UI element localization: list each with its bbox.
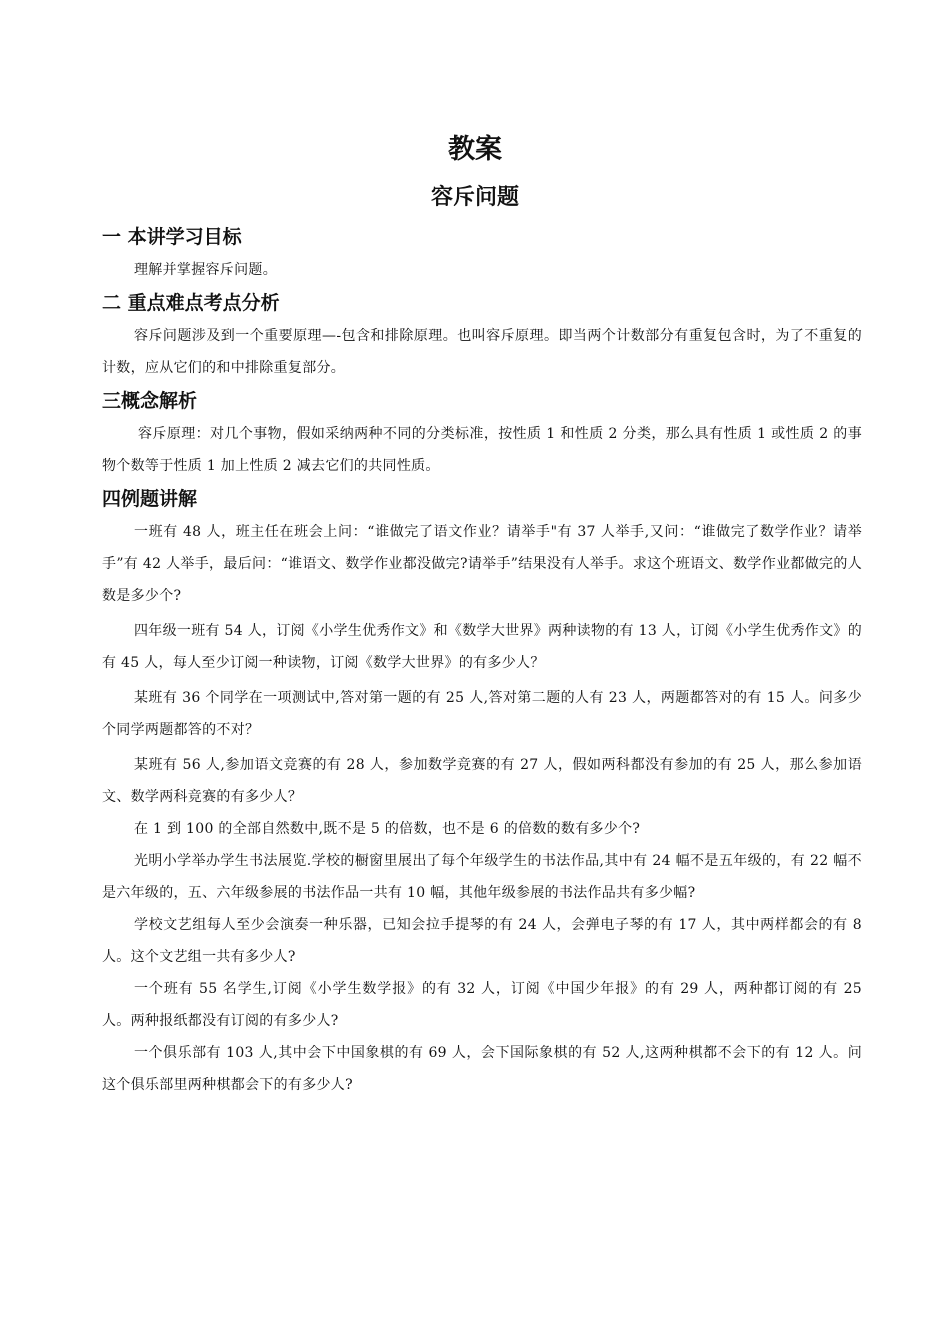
document-body (102, 220, 862, 1101)
section-paragraph: 理解并掌握容斥问题。 (134, 262, 277, 278)
section-heading-learning-goals: 一 本讲学习目标 (102, 226, 242, 248)
document-title: 教案 (448, 134, 502, 165)
example-problem: 某班有 36 个同学在一项测试中,答对第一题的有 25 人,答对第二题的人有 23 人，两题都答对的有 15 人。问多少个同学两题都答的不对？ (102, 690, 862, 738)
section-heading-key-points: 二 重点难点考点分析 (102, 292, 280, 314)
example-problem: 四年级一班有 54 人，订阅《小学生优秀作文》和《数学大世界》两种读物的有 13 人，订阅《小学生优秀作文》的有 45 人，每人至少订阅一种读物，订阅《数学大世界》的有多少人？ (102, 623, 862, 671)
section-paragraph: 容斥原理：对几个事物，假如采纳两种不同的分类标准，按性质 1 和性质 2 分类，那么具有性质 1 或性质 2 的事物个数等于性质 1 加上性质 2 减去它们的共同性质。 (102, 426, 862, 474)
section-heading-concepts: 三概念解析 (102, 390, 198, 412)
document-subtitle: 容斥问题 (430, 185, 519, 210)
example-problem: 在 1 到 100 的全部自然数中,既不是 5 的倍数，也不是 6 的倍数的数有多少个? (134, 821, 641, 837)
example-problem: 某班有 56 人,参加语文竞赛的有 28 人，参加数学竞赛的有 27 人，假如两科都没有参加的有 25 人，那么参加语文、数学两科竞赛的有多少人？ (102, 757, 862, 805)
example-problem: 一个班有 55 名学生,订阅《小学生数学报》的有 32 人，订阅《中国少年报》的有 29 人，两种都订阅的有 25 人。两种报纸都没有订阅的有多少人? (102, 981, 862, 1029)
example-problem: 一个俱乐部有 103 人,其中会下中国象棋的有 69 人，会下国际象棋的有 52 人,这两种棋都不会下的有 12 人。问这个俱乐部里两种棋都会下的有多少人? (102, 1045, 862, 1093)
example-problem: 一班有 48 人，班主任在班会上问：“谁做完了语文作业？请举手"有 37 人举手,又问：“谁做完了数学作业？请举手”有 42 人举手，最后问：“谁语文、数学作业都没做完?请举手”结果没有人举手。求这个班语文、数学作业都做完的人数是多少个? (102, 524, 862, 604)
section-heading-examples: 四例题讲解 (102, 488, 198, 510)
section-paragraph: 容斥问题涉及到一个重要原理—-包含和排除原理。也叫容斥原理。即当两个计数部分有重复包含时，为了不重复的计数，应从它们的和中排除重复部分。 (102, 328, 862, 376)
example-problem: 光明小学举办学生书法展览.学校的橱窗里展出了每个年级学生的书法作品,其中有 24 幅不是五年级的，有 22 幅不是六年级的，五、六年级参展的书法作品一共有 10 幅，其他年级参展的书法作品共有多少幅? (102, 853, 862, 901)
example-problem: 学校文艺组每人至少会演奏一种乐器，已知会拉手提琴的有 24 人，会弹电子琴的有 17 人，其中两样都会的有 8 人。这个文艺组一共有多少人? (102, 917, 862, 965)
